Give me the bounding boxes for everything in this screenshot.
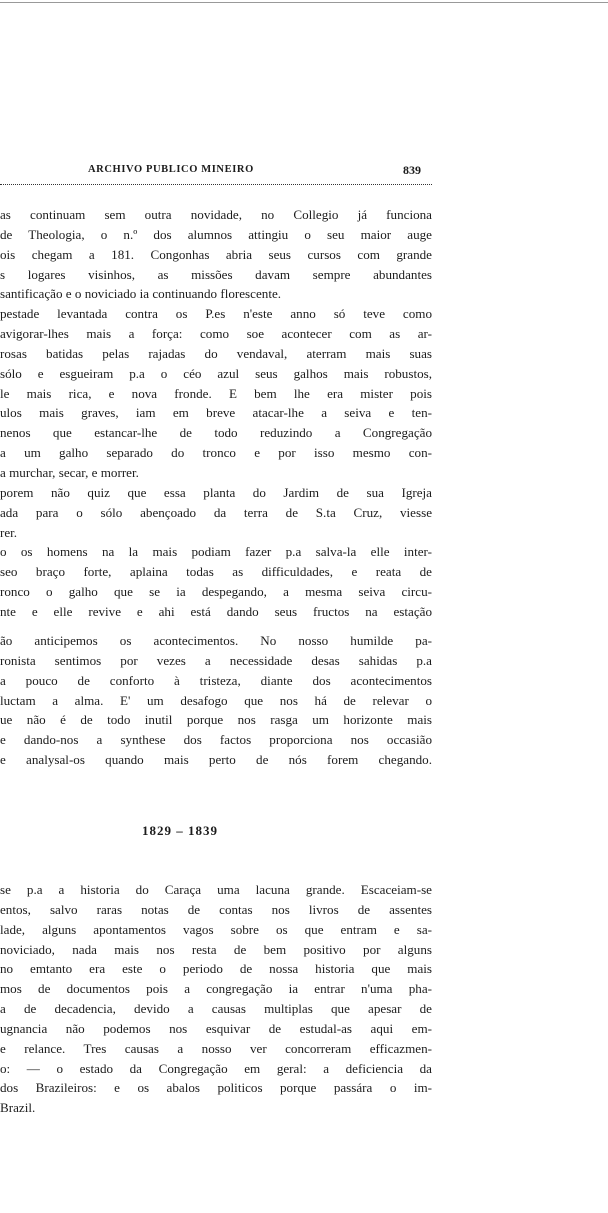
paragraph-1 [0, 205, 432, 622]
text-line: mos de documentos pois a congregação ia entrar n'uma pha- [0, 981, 432, 997]
text-line: luctam a alma. E' um desafogo que nos há de relevar o [0, 692, 432, 708]
text-line: ada para o sólo abençoado da terra de S.ta Cruz, viesse [0, 504, 432, 520]
head-rule [0, 184, 432, 185]
text-line: ronista sentimos por vezes a necessidade desas sahidas p.a [0, 652, 432, 668]
text-line: ugnancia não podemos nos esquivar de estudal-as aqui em- [0, 1020, 432, 1036]
text-line: de Theologia, o n.º dos alumnos attingiu o seu maior auge [0, 226, 432, 242]
top-rule [0, 2, 608, 3]
text-line: o os homens na la mais podiam fazer p.a salva-la elle inter- [0, 544, 432, 560]
running-head [0, 164, 430, 182]
text-line: santificação e o noviciado ia continuando florescente. [0, 286, 282, 302]
text-line: s logares visinhos, as missões davam sempre abundantes [0, 266, 432, 282]
text-line: nenos que estancar-lhe de todo reduzindo a Congregação [0, 425, 432, 441]
text-line: noviciado, nada mais nos resta de bem positivo por alguns [0, 941, 432, 957]
text-line: entos, salvo raras notas de contas nos livros de assentes [0, 901, 432, 917]
text-line: as continuam sem outra novidade, no Collegio já funciona [0, 207, 432, 222]
text-line: dos Brazileiros: e os abalos politicos porque passára o im- [0, 1080, 432, 1096]
text-line: rer. [0, 524, 18, 540]
text-line: ronco o galho que se ia despegando, a mesma seiva circu- [0, 584, 432, 600]
section-heading-text: 1829 – 1839 [142, 823, 218, 838]
text-line: avigorar-lhes mais a força: como soe acontecer com as ar- [0, 326, 432, 342]
text-line: a de decadencia, devido a causas multiplas que apesar de [0, 1001, 432, 1017]
text-line: a pouco de conforto à tristeza, diante dos acontecimentos [0, 672, 432, 688]
text-line: e analysal-os quando mais perto de nós forem chegando. [0, 752, 432, 768]
text-line: ue não é de todo inutil porque nos rasga um horizonte mais [0, 712, 432, 728]
section-heading [0, 823, 432, 839]
text-line: nte e elle revive e ahi está dando seus fructos na estação [0, 603, 432, 619]
text-line: lade, alguns apontamentos vagos sobre os que entram e sa- [0, 921, 432, 937]
text-line: rosas batidas pelas rajadas do vendaval, aterram mais suas [0, 345, 432, 361]
text-line: e relance. Tres causas a nosso ver concorreram efficazmen- [0, 1040, 432, 1056]
text-line: a murchar, secar, e morrer. [0, 464, 139, 480]
text-line: pestade levantada contra os P.es n'este anno só teve como [0, 306, 432, 322]
text-line: se p.a a historia do Caraça uma lacuna grande. Escaceiam-se [0, 882, 432, 897]
page-number: 839 [403, 163, 421, 177]
text-line: a um galho separado do tronco e por isso mesmo con- [0, 445, 432, 461]
paragraph-3 [0, 880, 432, 1118]
text-line: e dando-nos a synthese dos factos proporciona nos occasião [0, 732, 432, 748]
text-line: o: — o estado da Congregação em geral: a deficiencia da [0, 1060, 432, 1076]
paragraph-2 [0, 631, 432, 770]
text-line: ulos mais graves, iam em breve atacar-lhe a seiva e ten- [0, 405, 432, 421]
text-line: sólo e esgueiram p.a o céo azul seus galhos mais robustos, [0, 365, 432, 381]
text-line: porem não quiz que essa planta do Jardim de sua Igreja [0, 484, 432, 500]
text-line: seo braço forte, aplaina todas as difficuldades, e reata de [0, 564, 432, 580]
text-line: Brazil. [0, 1100, 36, 1116]
text-line: le mais rica, e nova fronde. E bem lhe era mister pois [0, 385, 432, 401]
text-line: ão anticipemos os acontecimentos. No nosso humilde pa- [0, 633, 432, 648]
text-line: no emtanto era este o periodo de nossa historia que mais [0, 961, 432, 977]
running-title: ARCHIVO PUBLICO MINEIRO [88, 164, 254, 175]
text-line: ois chegam a 181. Congonhas abria seus cursos com grande [0, 246, 432, 262]
